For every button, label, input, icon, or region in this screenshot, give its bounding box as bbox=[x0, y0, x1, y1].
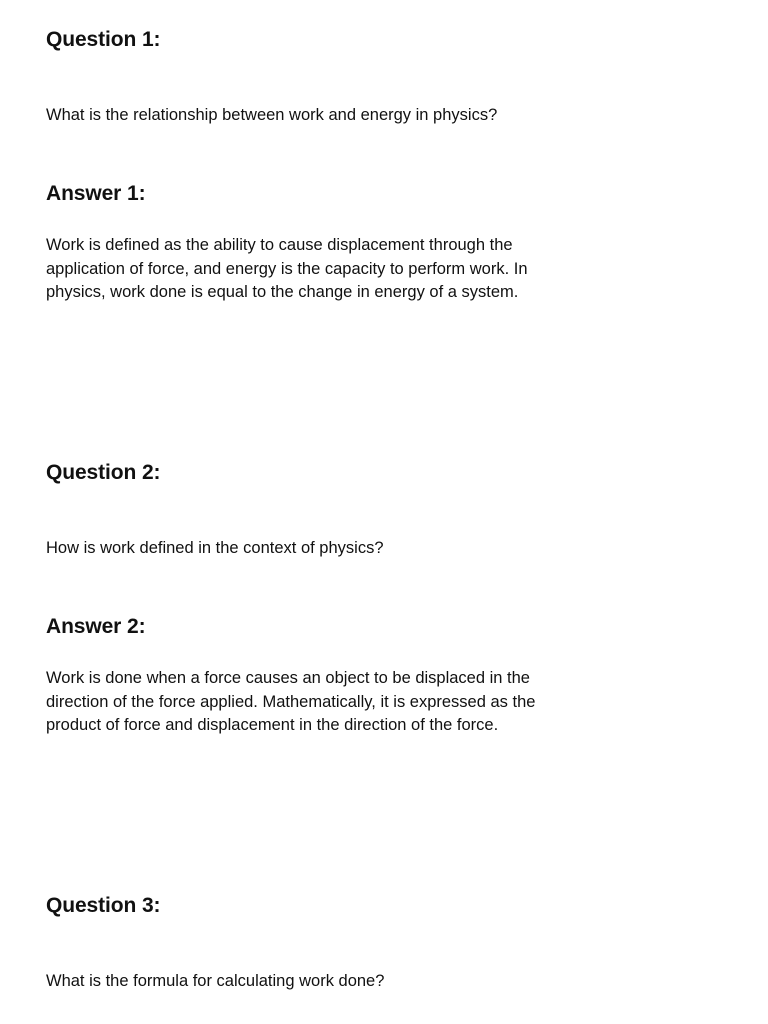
answer-2-text: Work is done when a force causes an object to be displaced in the direction of the force applied. Mathematically, it is expressed as the product of force and displacement in the direction of the force. bbox=[46, 669, 536, 734]
question-2-heading: Question 2: bbox=[46, 461, 161, 484]
question-3-text: What is the formula for calculating work done? bbox=[46, 972, 385, 990]
question-1-heading: Question 1: bbox=[46, 28, 161, 51]
answer-2-heading: Answer 2: bbox=[46, 615, 146, 638]
question-2-text: How is work defined in the context of physics? bbox=[46, 539, 384, 557]
question-3-heading: Question 3: bbox=[46, 894, 161, 917]
question-1-text: What is the relationship between work and energy in physics? bbox=[46, 106, 498, 124]
answer-1-text: Work is defined as the ability to cause displacement through the application of force, and energy is the capacity to perform work. In physics, work done is equal to the change in energy of a system. bbox=[46, 236, 528, 301]
answer-1-heading: Answer 1: bbox=[46, 182, 146, 205]
